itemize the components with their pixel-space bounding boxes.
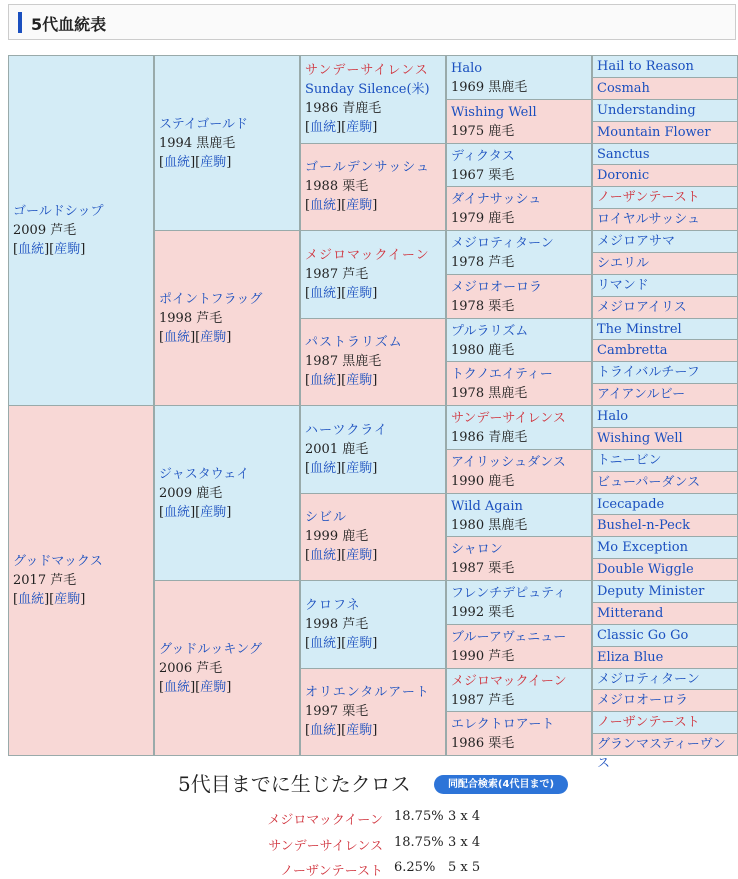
pedigree-cell-gen4 — [446, 711, 592, 756]
horse-links — [305, 371, 441, 390]
horse-name-link[interactable]: ブルーアヴェニュー — [451, 629, 567, 645]
pedigree-cell-gen5 — [592, 230, 738, 253]
horse-name-link[interactable]: メジロティターン — [597, 671, 700, 687]
pedigree-cell-gen5 — [592, 536, 738, 559]
horse-name-link[interactable]: メジロマックイーン — [451, 673, 567, 689]
horse-name-link[interactable]: Halo — [451, 61, 483, 76]
horse-birth-info: 1999 鹿毛 — [305, 529, 369, 545]
bracket-mid: ][ — [190, 679, 201, 695]
bracket-open: [ — [305, 723, 311, 739]
pedigree-cell-gen5 — [592, 361, 738, 384]
horse-name-link[interactable]: Wishing Well — [597, 430, 683, 446]
bracket-close: ] — [226, 504, 232, 520]
horse-name-link[interactable]: トニービン — [597, 452, 662, 468]
pedigree-cell-gen2 — [154, 405, 300, 581]
horse-name-link[interactable]: Eliza Blue — [597, 649, 664, 665]
horse-links — [159, 153, 295, 172]
horse-birth-info: 2009 鹿毛 — [159, 485, 223, 501]
horse-name-link[interactable]: サンデーサイレンス — [305, 63, 429, 79]
horse-links — [159, 328, 295, 347]
bracket-open: [ — [305, 120, 311, 136]
bracket-open: [ — [13, 592, 19, 607]
horse-name-link[interactable]: ディクタス — [451, 148, 515, 164]
pedigree-cell-gen4 — [446, 493, 592, 538]
pedigree-cell-gen5 — [592, 427, 738, 450]
horse-birth-info: 1987 芦毛 — [305, 266, 369, 282]
offspring-link[interactable]: 産駒 — [346, 723, 373, 739]
pedigree-cell-gen4 — [446, 624, 592, 669]
horse-name-link[interactable]: メジロアイリス — [597, 299, 687, 315]
horse-name-link[interactable]: ロイヤルサッシュ — [597, 212, 700, 228]
bracket-mid: ][ — [190, 329, 201, 345]
pedigree-link[interactable]: 血統 — [310, 460, 337, 476]
page-title: 5代血統表 — [31, 15, 107, 34]
horse-name-en-link[interactable]: Sunday Silence(米) — [305, 82, 430, 98]
horse-birth-info: 1998 芦毛 — [159, 310, 223, 326]
pedigree-cell-gen3 — [300, 143, 446, 232]
horse-birth-info: 1978 黒鹿毛 — [451, 386, 528, 402]
horse-name-link[interactable]: Classic Go Go — [597, 627, 689, 643]
horse-birth-info: 1990 芦毛 — [451, 648, 515, 664]
horse-name-link[interactable]: シビル — [305, 510, 348, 526]
horse-name-link[interactable]: ノーザンテースト — [597, 715, 700, 731]
pedigree-link[interactable]: 血統 — [18, 242, 45, 257]
offspring-link[interactable]: 産駒 — [54, 242, 81, 257]
horse-birth-info: 1987 黒鹿毛 — [305, 354, 382, 370]
horse-name-link[interactable]: メジロマックイーン — [305, 247, 430, 263]
header-accent-bar — [18, 12, 22, 33]
pedigree-cell-gen5 — [592, 405, 738, 428]
horse-birth-info: 1997 栗毛 — [305, 704, 369, 720]
horse-links — [159, 678, 295, 697]
pedigree-cell-gen5 — [592, 252, 738, 275]
pedigree-cell-gen3 — [300, 580, 446, 669]
bracket-mid: ][ — [190, 504, 201, 520]
horse-name-link[interactable]: ゴールデンサッシュ — [305, 160, 430, 176]
horse-name-link[interactable]: Wild Again — [451, 498, 523, 514]
horse-birth-info: 1992 栗毛 — [451, 605, 515, 620]
bracket-mid: ][ — [336, 548, 347, 564]
horse-name-link[interactable]: Sanctus — [597, 146, 650, 162]
pedigree-cell-gen4 — [446, 405, 592, 450]
bracket-close: ] — [372, 723, 378, 739]
horse-birth-info: 2001 鹿毛 — [305, 441, 369, 457]
horse-name-link[interactable]: ステイゴールド — [159, 116, 249, 132]
horse-name-link[interactable]: The Minstrel — [597, 321, 682, 337]
horse-birth-info: 1975 鹿毛 — [451, 123, 515, 139]
horse-name-link[interactable]: アイリッシュダンス — [451, 454, 566, 470]
horse-name-link[interactable]: Double Wiggle — [597, 562, 694, 578]
pedigree-cell-gen5 — [592, 602, 738, 625]
pedigree-link[interactable]: 血統 — [310, 198, 337, 214]
pedigree-cell-gen1 — [8, 405, 154, 756]
pedigree-cell-gen5 — [592, 383, 738, 406]
horse-birth-info: 1986 青鹿毛 — [451, 430, 528, 445]
horse-name-link[interactable]: Halo — [597, 409, 629, 424]
horse-links — [305, 546, 441, 565]
pedigree-cell-gen5 — [592, 733, 738, 772]
horse-name-link[interactable]: Hail to Reason — [597, 59, 694, 74]
horse-name-link[interactable]: ビューパーダンス — [597, 474, 701, 490]
pedigree-cell-gen5 — [592, 208, 738, 231]
horse-name-link[interactable]: Wishing Well — [451, 104, 537, 120]
horse-birth-info: 1978 栗毛 — [451, 298, 515, 314]
offspring-link[interactable]: 産駒 — [54, 592, 81, 607]
pedigree-cell-gen4 — [446, 274, 592, 319]
horse-birth-info: 1998 芦毛 — [305, 616, 369, 632]
pedigree-cell-gen5 — [592, 55, 738, 78]
horse-birth-info: 1980 鹿毛 — [451, 342, 515, 358]
cross-horse-name[interactable]: サンデーサイレンス — [268, 839, 383, 854]
pedigree-cell-gen5 — [592, 493, 738, 516]
bracket-close: ] — [372, 548, 378, 564]
horse-name-link[interactable]: パストラリズム — [305, 335, 403, 351]
pedigree-cell-gen5 — [592, 274, 738, 297]
pedigree-cell-gen4 — [446, 668, 592, 713]
offspring-link[interactable]: 産駒 — [200, 504, 227, 520]
cross-horse-name[interactable]: メジロマックイーン — [267, 813, 383, 828]
pedigree-link[interactable]: 血統 — [310, 285, 337, 301]
cross-row — [0, 835, 738, 853]
bracket-open: [ — [305, 460, 311, 476]
horse-name-link[interactable]: Mountain Flower — [597, 124, 711, 140]
pedigree-cell-gen5 — [592, 558, 738, 581]
pedigree-cell-gen4 — [446, 230, 592, 275]
bracket-close: ] — [226, 679, 232, 695]
horse-links — [305, 634, 441, 653]
bracket-close: ] — [372, 198, 378, 214]
horse-birth-info: 1978 芦毛 — [451, 255, 515, 270]
pedigree-cell-gen5 — [592, 514, 738, 537]
cross-title: 5代目までに生じたクロス — [178, 772, 411, 796]
offspring-link[interactable]: 産駒 — [346, 373, 373, 389]
pedigree-cell-gen3 — [300, 230, 446, 319]
offspring-link[interactable]: 産駒 — [346, 460, 373, 476]
horse-name-link[interactable]: メジロティターン — [451, 236, 554, 251]
pedigree-cell-gen3 — [300, 405, 446, 494]
cross-row — [0, 860, 738, 878]
horse-links — [13, 590, 149, 609]
horse-links — [305, 721, 441, 740]
horse-birth-info: 1979 鹿毛 — [451, 211, 515, 227]
cross-horse-name[interactable]: ノーザンテースト — [280, 864, 383, 879]
horse-birth-info: 1980 黒鹿毛 — [451, 517, 528, 533]
pedigree-cell-gen5 — [592, 77, 738, 100]
bracket-open: [ — [159, 504, 165, 520]
bracket-close: ] — [226, 154, 232, 170]
pedigree-cell-gen5 — [592, 646, 738, 669]
horse-name-link[interactable]: メジロアサマ — [597, 234, 676, 249]
horse-name-link[interactable]: シエリル — [597, 255, 650, 271]
pedigree-link[interactable]: 血統 — [310, 120, 337, 136]
horse-birth-info: 1994 黒鹿毛 — [159, 135, 236, 151]
pedigree-cell-gen4 — [446, 361, 592, 406]
offspring-link[interactable]: 産駒 — [200, 329, 227, 345]
horse-name-link[interactable]: Understanding — [597, 102, 696, 118]
horse-name-link[interactable]: フレンチデピュティ — [451, 586, 567, 601]
bracket-close: ] — [372, 373, 378, 389]
bracket-open: [ — [13, 242, 19, 257]
horse-name-link[interactable]: Bushel-n-Peck — [597, 518, 690, 534]
bracket-close: ] — [372, 635, 378, 651]
horse-name-link[interactable]: Mitterand — [597, 605, 664, 621]
cross-generation: 3 x 4 — [448, 835, 481, 850]
horse-name-link[interactable]: Icecapade — [597, 496, 665, 512]
cross-generation: 5 x 5 — [448, 860, 481, 875]
pedigree-link[interactable]: 血統 — [164, 329, 191, 345]
horse-name-link[interactable]: グッドルッキング — [159, 641, 262, 657]
horse-name-link[interactable]: ゴールドシップ — [13, 204, 104, 219]
bracket-mid: ][ — [44, 592, 55, 607]
horse-name-link[interactable]: Cosmah — [597, 80, 650, 96]
offspring-link[interactable]: 産駒 — [346, 548, 373, 564]
pedigree-cell-gen5 — [592, 164, 738, 187]
pedigree-table — [8, 55, 738, 772]
bracket-open: [ — [159, 329, 165, 345]
pedigree-cell-gen2 — [154, 55, 300, 231]
bracket-close: ] — [372, 285, 378, 301]
bracket-open: [ — [305, 198, 311, 214]
pedigree-cell-gen4 — [446, 99, 592, 144]
bracket-open: [ — [305, 548, 311, 564]
pedigree-cell-gen5 — [592, 580, 738, 603]
bracket-open: [ — [305, 373, 311, 389]
pedigree-cell-gen5 — [592, 99, 738, 122]
pedigree-cell-gen1 — [8, 55, 154, 406]
pedigree-link[interactable]: 血統 — [310, 373, 337, 389]
horse-birth-info: 1969 黒鹿毛 — [451, 80, 528, 95]
pedigree-link[interactable]: 血統 — [310, 635, 337, 651]
pedigree-link[interactable]: 血統 — [310, 548, 337, 564]
horse-birth-info: 2006 芦毛 — [159, 660, 223, 676]
pedigree-cell-gen5 — [592, 711, 738, 734]
cross-row — [0, 809, 738, 827]
horse-name-link[interactable]: プルラリズム — [451, 323, 529, 339]
horse-name-link[interactable]: メジロオーロラ — [451, 279, 543, 295]
bracket-mid: ][ — [336, 285, 347, 301]
pedigree-cell-gen2 — [154, 230, 300, 406]
offspring-link[interactable]: 産駒 — [346, 120, 373, 136]
horse-links — [13, 240, 149, 259]
pedigree-cell-gen5 — [592, 668, 738, 691]
horse-name-link[interactable]: グランマスティーヴンス — [597, 737, 726, 772]
bracket-open: [ — [159, 154, 165, 170]
horse-links — [305, 459, 441, 478]
bracket-mid: ][ — [336, 723, 347, 739]
offspring-link[interactable]: 産駒 — [346, 635, 373, 651]
bracket-mid: ][ — [44, 242, 55, 257]
pedigree-link[interactable]: 血統 — [164, 679, 191, 695]
pedigree-cell-gen5 — [592, 296, 738, 319]
horse-name-link[interactable]: リマンド — [597, 277, 649, 293]
horse-name-link[interactable]: ノーザンテースト — [597, 190, 700, 206]
horse-name-link[interactable]: ジャスタウェイ — [159, 466, 250, 482]
pedigree-cell-gen4 — [446, 318, 592, 363]
bracket-close: ] — [372, 120, 378, 136]
pedigree-cell-gen4 — [446, 580, 592, 625]
pedigree-link[interactable]: 血統 — [164, 504, 191, 520]
horse-birth-info: 2009 芦毛 — [13, 223, 77, 238]
horse-name-link[interactable]: エレクトロアート — [451, 717, 555, 733]
horse-links — [305, 284, 441, 303]
cross-percent: 18.75% — [394, 809, 444, 824]
pedigree-cell-gen5 — [592, 318, 738, 341]
bracket-mid: ][ — [336, 373, 347, 389]
pedigree-cell-gen3 — [300, 493, 446, 582]
bracket-open: [ — [305, 285, 311, 301]
horse-birth-info: 1986 栗毛 — [451, 736, 515, 752]
horse-name-link[interactable]: トクノエイティー — [451, 367, 553, 383]
cross-percent: 18.75% — [394, 835, 444, 850]
pedigree-cell-gen5 — [592, 449, 738, 472]
horse-name-link[interactable]: ポイントフラッグ — [159, 291, 263, 307]
offspring-link[interactable]: 産駒 — [346, 285, 373, 301]
horse-name-link[interactable]: シャロン — [451, 542, 503, 558]
horse-links — [305, 196, 441, 215]
pedigree-cell-gen4 — [446, 449, 592, 494]
horse-links — [305, 118, 441, 137]
offspring-link[interactable]: 産駒 — [200, 154, 227, 170]
horse-birth-info: 1990 鹿毛 — [451, 473, 515, 489]
horse-birth-info: 1986 青鹿毛 — [305, 101, 382, 117]
horse-birth-info: 2017 芦毛 — [13, 573, 77, 588]
pedigree-link[interactable]: 血統 — [18, 592, 45, 607]
pedigree-cell-gen4 — [446, 143, 592, 188]
horse-birth-info: 1987 栗毛 — [451, 561, 515, 577]
horse-name-link[interactable]: Mo Exception — [597, 540, 688, 556]
cross-generation: 3 x 4 — [448, 809, 481, 824]
horse-name-link[interactable]: Deputy Minister — [597, 584, 705, 599]
bracket-open: [ — [159, 679, 165, 695]
bracket-close: ] — [80, 242, 86, 257]
pedigree-link[interactable]: 血統 — [310, 723, 337, 739]
pedigree-cell-gen5 — [592, 121, 738, 144]
pedigree-link[interactable]: 血統 — [164, 154, 191, 170]
horse-links — [159, 503, 295, 522]
bracket-mid: ][ — [336, 120, 347, 136]
bracket-mid: ][ — [336, 635, 347, 651]
pedigree-cell-gen3 — [300, 55, 446, 144]
pedigree-cell-gen3 — [300, 668, 446, 757]
offspring-link[interactable]: 産駒 — [346, 198, 373, 214]
pedigree-cell-gen5 — [592, 689, 738, 712]
horse-name-link[interactable]: サンデーサイレンス — [451, 411, 566, 426]
pedigree-cell-gen5 — [592, 624, 738, 647]
bracket-close: ] — [372, 460, 378, 476]
horse-name-link[interactable]: オリエンタルアート — [305, 685, 430, 701]
bracket-close: ] — [226, 329, 232, 345]
pedigree-cell-gen5 — [592, 186, 738, 209]
horse-name-link[interactable]: Cambretta — [597, 343, 668, 359]
horse-name-link[interactable]: グッドマックス — [13, 554, 103, 569]
pedigree-cell-gen2 — [154, 580, 300, 756]
horse-name-link[interactable]: トライバルチーフ — [597, 365, 700, 381]
horse-name-link[interactable]: Doronic — [597, 168, 650, 184]
bracket-mid: ][ — [336, 460, 347, 476]
horse-birth-info: 1967 栗毛 — [451, 167, 515, 183]
horse-name-link[interactable]: ハーツクライ — [305, 422, 388, 438]
pedigree-cell-gen5 — [592, 143, 738, 166]
horse-name-link[interactable]: ダイナサッシュ — [451, 192, 542, 208]
pedigree-cell-gen4 — [446, 536, 592, 581]
horse-name-link[interactable]: メジロオーロラ — [597, 693, 689, 709]
horse-name-link[interactable]: アイアンルビー — [597, 387, 686, 403]
horse-birth-info: 1988 栗毛 — [305, 179, 369, 195]
section-header — [8, 4, 736, 40]
bracket-open: [ — [305, 635, 311, 651]
horse-name-link[interactable]: クロフネ — [305, 597, 361, 613]
bracket-close: ] — [80, 592, 86, 607]
pedigree-cell-gen4 — [446, 55, 592, 100]
bracket-mid: ][ — [190, 154, 201, 170]
horse-birth-info: 1987 芦毛 — [451, 692, 515, 708]
pedigree-cell-gen5 — [592, 471, 738, 494]
offspring-link[interactable]: 産駒 — [200, 679, 227, 695]
pedigree-cell-gen5 — [592, 339, 738, 362]
same-cross-search-button[interactable]: 同配合検索(4代目まで) — [434, 775, 568, 794]
pedigree-cell-gen3 — [300, 318, 446, 407]
pedigree-cell-gen4 — [446, 186, 592, 231]
bracket-mid: ][ — [336, 198, 347, 214]
cross-percent: 6.25% — [394, 860, 436, 875]
